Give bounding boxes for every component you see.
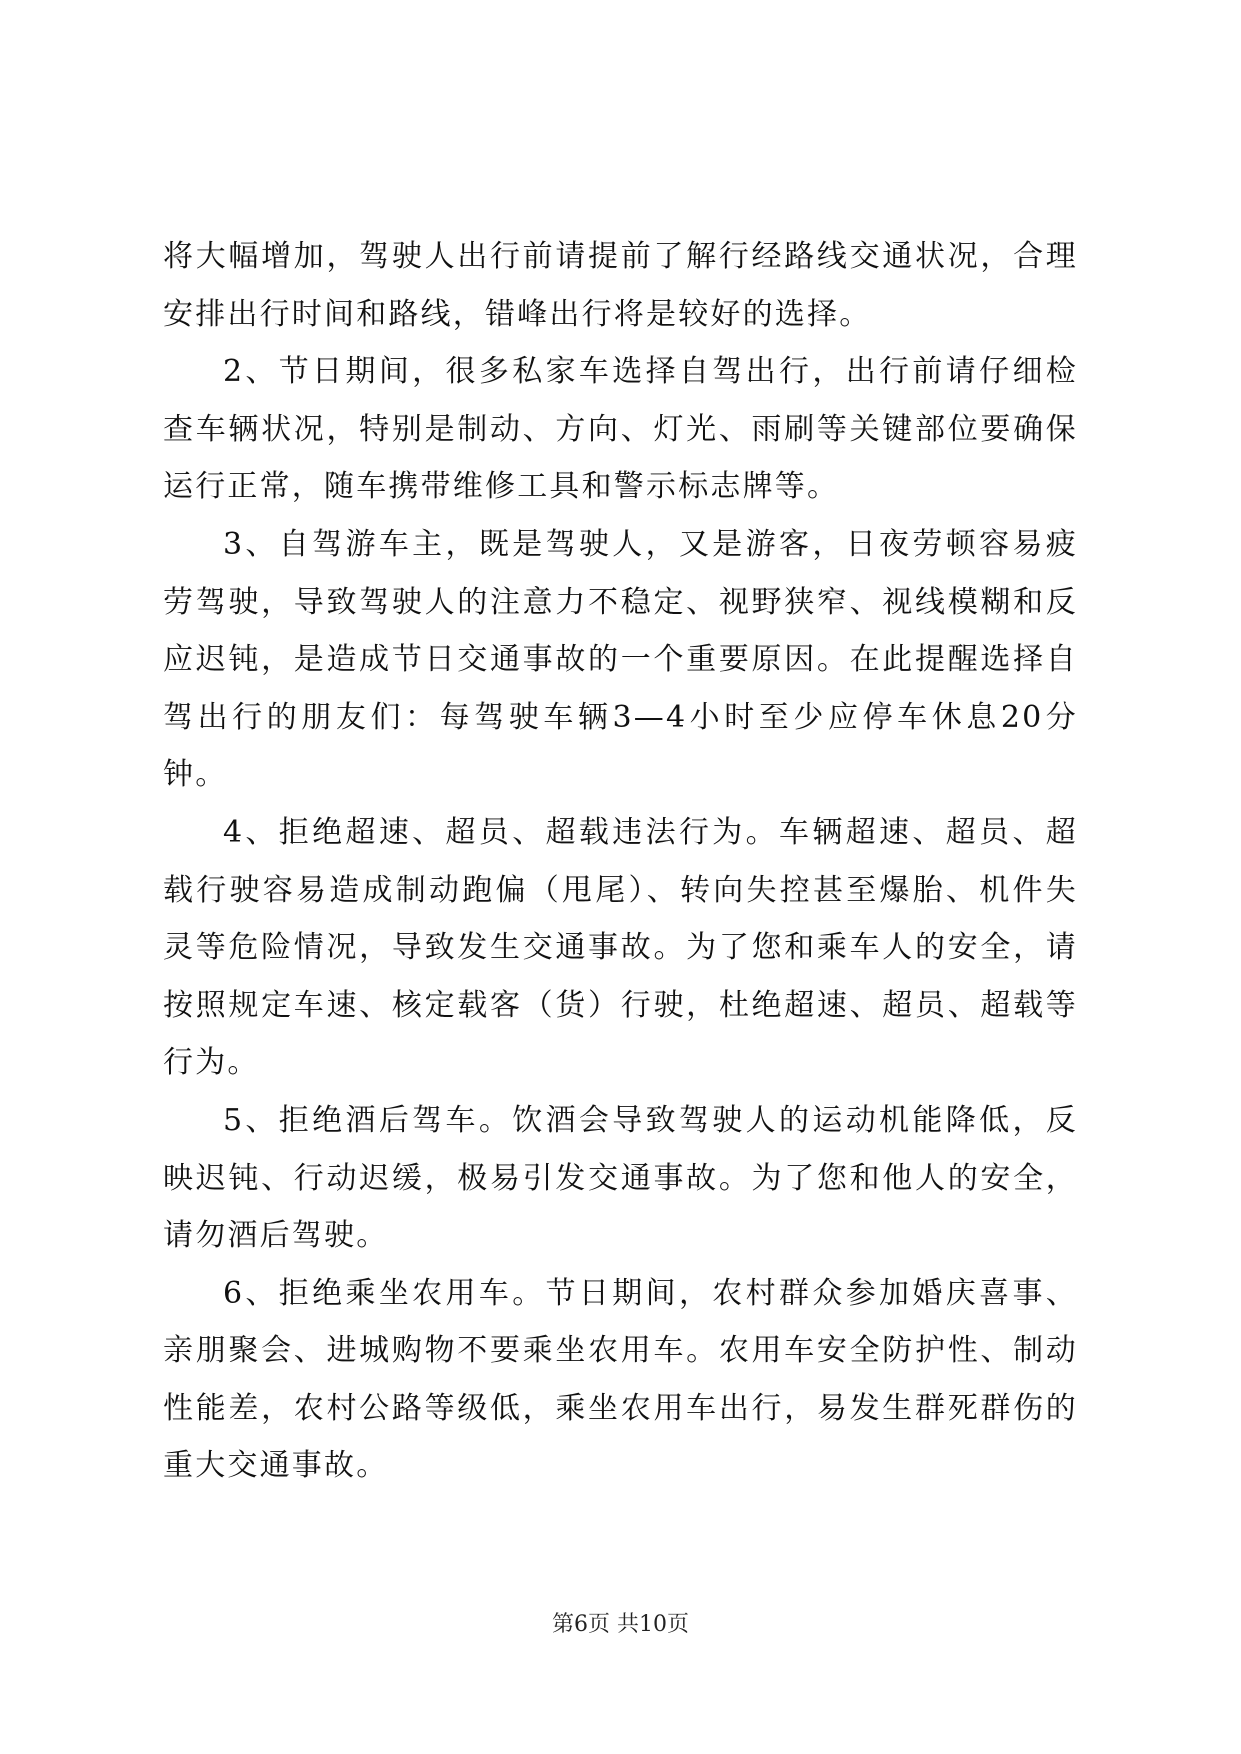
paragraph-6: 6、拒绝乘坐农用车。节日期间，农村群众参加婚庆喜事、亲朋聚会、进城购物不要乘坐农用车。农用车安全防护性、制动性能差，农村公路等级低，乘坐农用车出行，易发生群死群伤的重大交通事故。 [163,1275,1078,1484]
document-body [163,228,1078,1495]
paragraph-5: 5、拒绝酒后驾车。饮酒会导致驾驶人的运动机能降低，反映迟钝、行动迟缓，极易引发交通事故。为了您和他人的安全，请勿酒后驾驶。 [163,1102,1078,1254]
paragraph-4: 4、拒绝超速、超员、超载违法行为。车辆超速、超员、超载行驶容易造成制动跑偏（甩尾）、转向失控甚至爆胎、机件失灵等危险情况，导致发生交通事故。为了您和乘车人的安全，请按照规定车速、核定载客（货）行驶，杜绝超速、超员、超载等行为。 [163,814,1078,1081]
paragraph-1: 将大幅增加，驾驶人出行前请提前了解行经路线交通状况，合理安排出行时间和路线，错峰出行将是较好的选择。 [163,239,1078,332]
page-footer: 第6页 共10页 [552,1612,689,1637]
paragraph-2: 2、节日期间，很多私家车选择自驾出行，出行前请仔细检查车辆状况，特别是制动、方向、灯光、雨刷等关键部位要确保运行正常，随车携带维修工具和警示标志牌等。 [163,354,1078,505]
paragraph-3: 3、自驾游车主，既是驾驶人，又是游客，日夜劳顿容易疲劳驾驶，导致驾驶人的注意力不稳定、视野狭窄、视线模糊和反应迟钝，是造成节日交通事故的一个重要原因。在此提醒选择自驾出行的朋友们：每驾驶车辆3—4小时至少应停车休息20分钟。 [163,526,1078,793]
